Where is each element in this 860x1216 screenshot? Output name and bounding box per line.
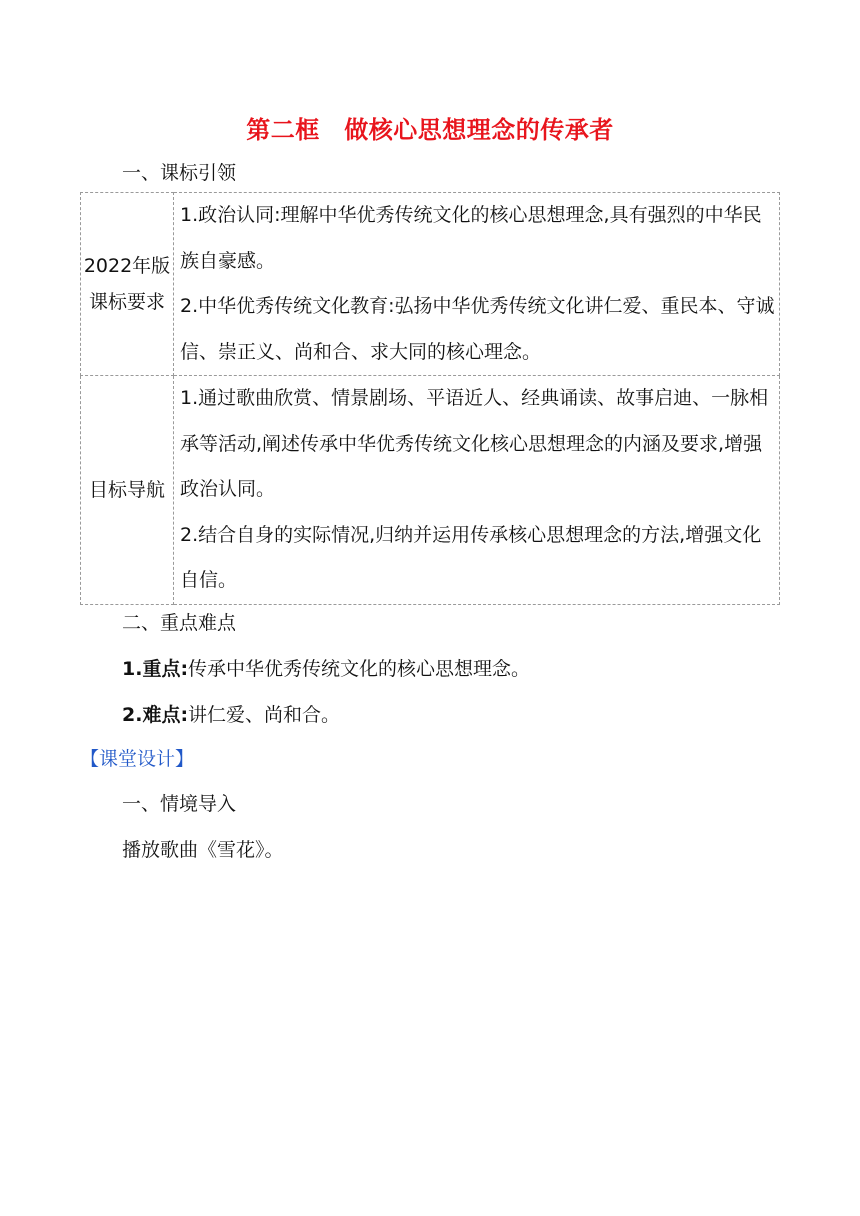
scenario-text: 播放歌曲《雪花》。 (122, 839, 284, 861)
table-row (81, 376, 780, 605)
row-label-line: 2022年版 (83, 255, 171, 277)
row-content (174, 193, 780, 376)
difficulty-text: 讲仁爱、尚和合。 (188, 704, 341, 726)
standards-table (80, 192, 780, 605)
row-label (81, 193, 174, 376)
row-content (174, 376, 780, 605)
list-item: 2.结合自身的实际情况,归纳并运用传承核心思想理念的方法,增强文化自信。 (180, 523, 762, 591)
difficulty-label: 2.难点: (122, 704, 189, 726)
table-row (81, 193, 780, 376)
section-heading-scenario: 一、情境导入 (122, 793, 237, 815)
difficulty-line (122, 702, 340, 728)
row-label-line: 课标要求 (88, 291, 165, 313)
list-item: 2.中华优秀传统文化教育:弘扬中华优秀传统文化讲仁爱、重民本、守诚信、崇正义、尚和合、求大同的核心理念。 (180, 295, 775, 363)
row-label (81, 376, 174, 605)
row-label-line: 目标导航 (88, 478, 165, 501)
page-title: 第二框 做核心思想理念的传承者 (246, 116, 614, 144)
list-item: 1.通过歌曲欣赏、情景剧场、平语近人、经典诵读、故事启迪、一脉相承等活动,阐述传承中华优秀传统文化核心思想理念的内涵及要求,增强政治认同。 (180, 387, 769, 500)
section-heading-key-points: 二、重点难点 (122, 612, 237, 634)
section-heading-standards: 一、课标引领 (122, 162, 237, 184)
key-point-text: 传承中华优秀传统文化的核心思想理念。 (188, 658, 531, 680)
classroom-design-heading: 【课堂设计】 (80, 748, 195, 770)
key-point-label: 1.重点: (122, 658, 189, 680)
list-item: 1.政治认同:理解中华优秀传统文化的核心思想理念,具有强烈的中华民族自豪感。 (180, 204, 762, 272)
key-point-line (122, 656, 530, 682)
